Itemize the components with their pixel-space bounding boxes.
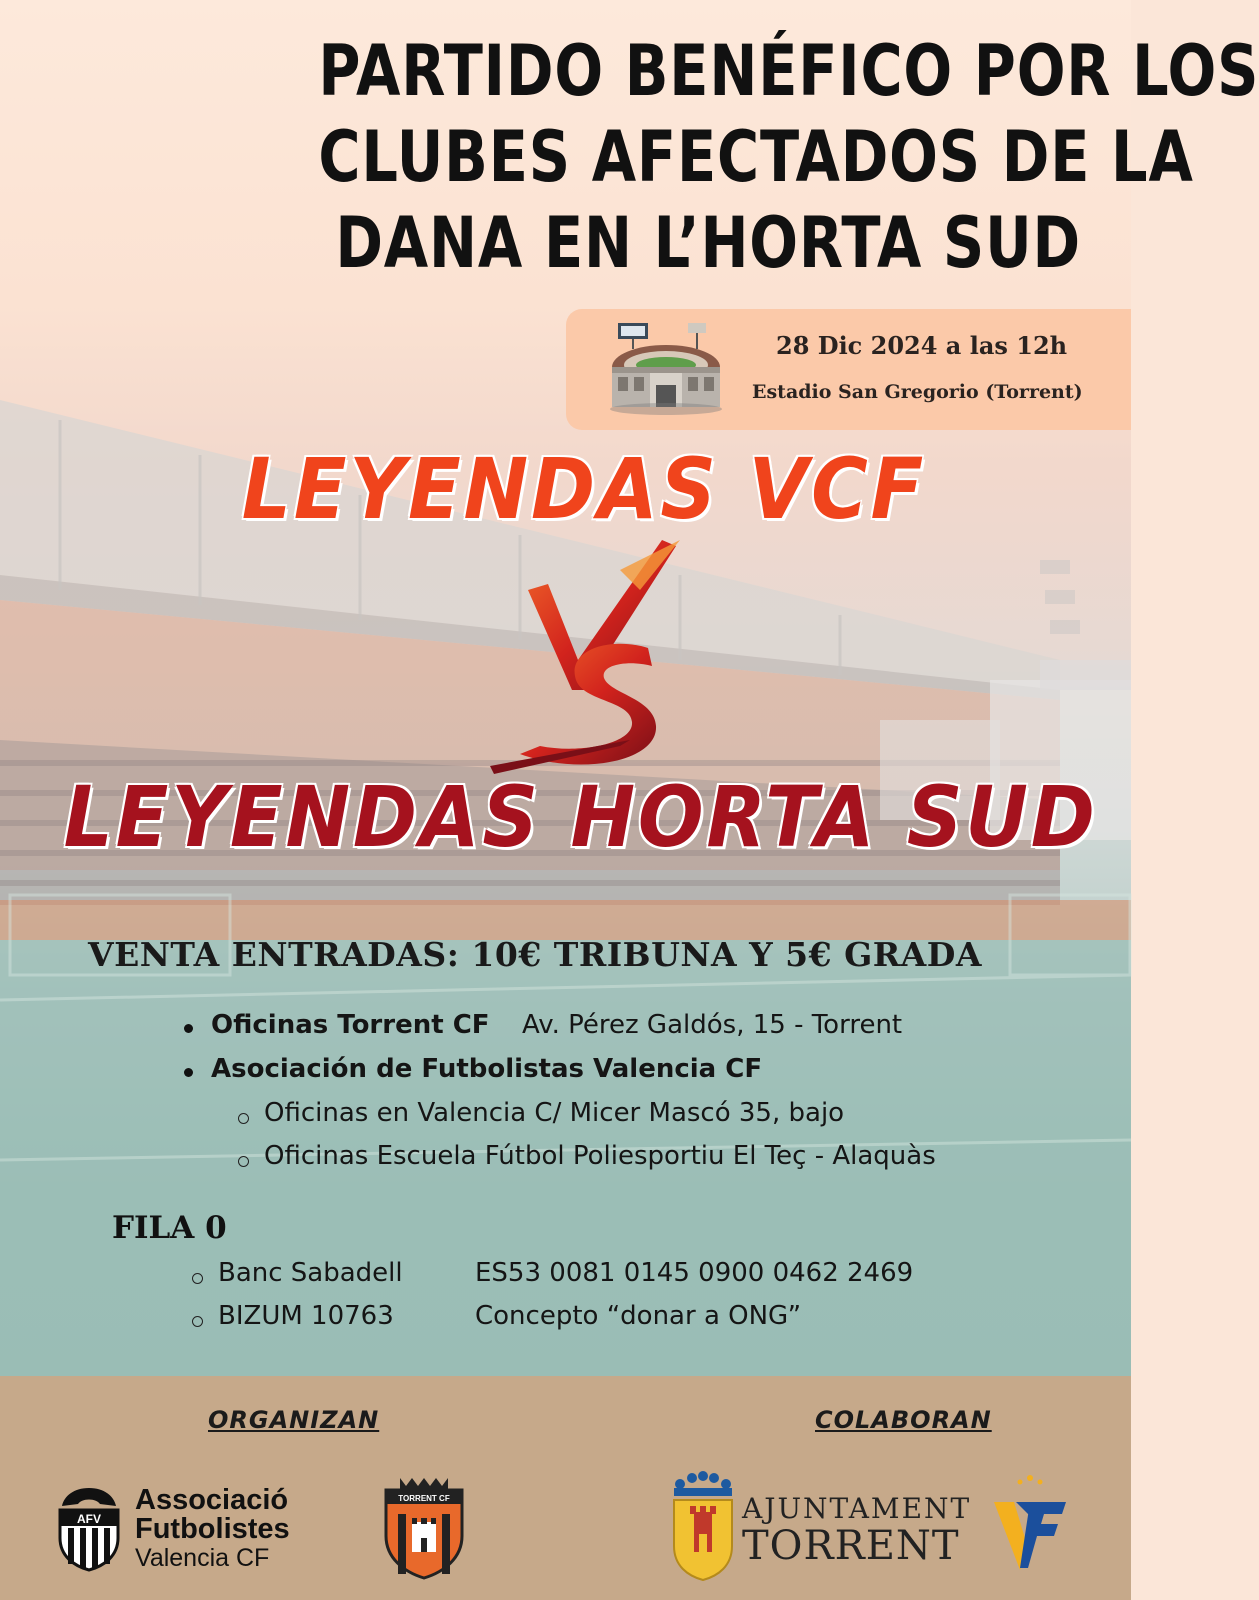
suboutlet-text: Oficinas Escuela Fútbol Poliesportiu El Teç - Alaquàs [264, 1141, 936, 1171]
event-date: 28 Dic 2024 a las 12h [776, 331, 1068, 360]
circle-bullet-icon [238, 1156, 249, 1167]
ffcv-logo-icon [990, 1472, 1070, 1572]
fila0-list [190, 1258, 990, 1344]
circle-bullet-icon [238, 1113, 249, 1124]
ajuntament-crest-icon [668, 1472, 738, 1582]
ajuntament-wordmark [742, 1494, 971, 1568]
list-item [190, 1258, 990, 1301]
tickets-heading: VENTA ENTRADAS: 10€ TRIBUNA Y 5€ GRADA [88, 935, 982, 974]
afv-line1: Associació [135, 1484, 289, 1516]
list-item [190, 1301, 990, 1344]
away-team-name: LEYENDAS HORTA SUD [63, 768, 1098, 866]
circle-bullet-icon [192, 1316, 203, 1327]
afv-crest-icon [56, 1486, 122, 1572]
afv-line3: Valencia CF [135, 1544, 270, 1572]
home-team-name: LEYENDAS VCF [241, 440, 927, 538]
organizan-heading: ORGANIZAN [208, 1406, 380, 1434]
event-venue: Estadio San Gregorio (Torrent) [752, 381, 1083, 403]
torrent-cf-crest-icon [378, 1476, 470, 1580]
torrent-cf-badge-text: TORRENT CF [398, 1494, 450, 1503]
title-line: PARTIDO BENÉFICO POR LOS [318, 30, 1259, 112]
fila0-label: Banc Sabadell [218, 1258, 403, 1288]
date-venue-box [566, 309, 1131, 430]
fila0-label: BIZUM 10763 [218, 1301, 394, 1331]
outlet-name: Oficinas Torrent CF [211, 1010, 490, 1040]
bullet-icon [184, 1024, 193, 1033]
fila0-heading: FILA 0 [112, 1210, 227, 1246]
outlet-name: Asociación de Futbolistas Valencia CF [211, 1054, 763, 1084]
event-title [318, 28, 1259, 286]
fila0-value: Concepto “donar a ONG” [475, 1301, 802, 1331]
afv-wordmark [135, 1486, 290, 1572]
colaboran-heading: COLABORAN [815, 1406, 992, 1434]
suboutlet-text: Oficinas en Valencia C/ Micer Mascó 35, bajo [264, 1098, 845, 1128]
fila0-value: ES53 0081 0145 0900 0462 2469 [475, 1258, 914, 1288]
bullet-icon [184, 1068, 193, 1077]
title-line: DANA EN L’HORTA SUD [335, 202, 1082, 284]
ajuntament-line1: AJUNTAMENT [742, 1492, 972, 1525]
afv-badge-text: AFV [77, 1512, 101, 1526]
circle-bullet-icon [192, 1273, 203, 1284]
outlet-address: Av. Pérez Galdós, 15 - Torrent [522, 1010, 903, 1040]
vs-mark [480, 540, 700, 780]
afv-line2: Futbolistes [135, 1513, 290, 1545]
ajuntament-line2: TORRENT [742, 1523, 960, 1569]
stadium-icon [606, 315, 726, 425]
title-line: CLUBES AFECTADOS DE LA [318, 116, 1194, 198]
